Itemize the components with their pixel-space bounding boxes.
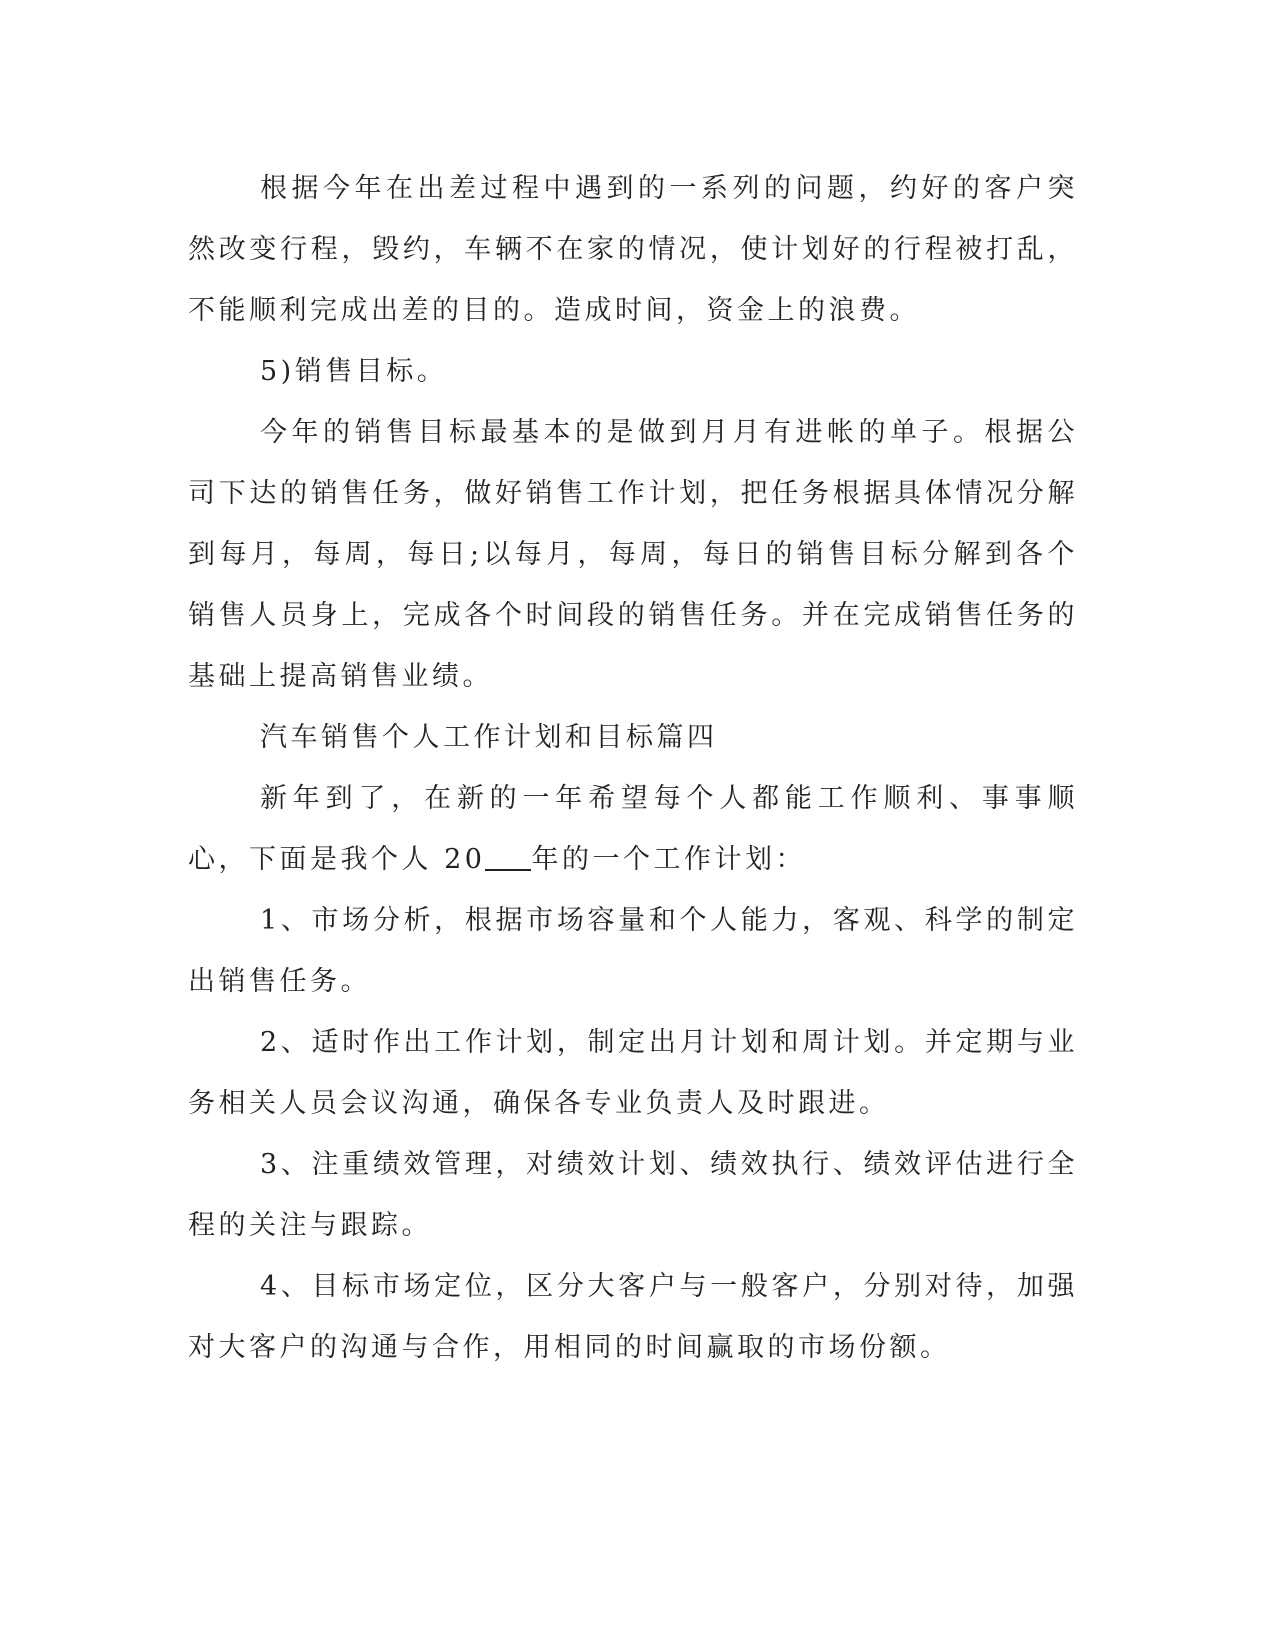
list-item-target-market: 4、目标市场定位，区分大客户与一般客户，分别对待，加强对大客户的沟通与合作，用相同的时间赢取的市场份额。 bbox=[188, 1271, 1078, 1363]
intro-text-start: 新年到了，在新的一年希望每个人都能工作顺利、事事顺心，下面是我个人 20 bbox=[188, 783, 1078, 875]
paragraph-sales-target-heading: 5)销售目标。 bbox=[260, 356, 448, 387]
paragraph-new-year-intro bbox=[188, 768, 1078, 890]
intro-text-end: 年的一个工作计划： bbox=[531, 844, 806, 875]
list-item-market-analysis: 1、市场分析，根据市场容量和个人能力，客观、科学的制定出销售任务。 bbox=[188, 905, 1078, 997]
document-body bbox=[188, 158, 1078, 1378]
list-item-work-plan: 2、适时作出工作计划，制定出月计划和周计划。并定期与业务相关人员会议沟通，确保各专业负责人及时跟进。 bbox=[188, 1027, 1078, 1119]
list-item-performance-management: 3、注重绩效管理，对绩效计划、绩效执行、绩效评估进行全程的关注与跟踪。 bbox=[188, 1149, 1078, 1241]
paragraph-travel-issues: 根据今年在出差过程中遇到的一系列的问题，约好的客户突然改变行程，毁约，车辆不在家的情况，使计划好的行程被打乱，不能顺利完成出差的目的。造成时间，资金上的浪费。 bbox=[188, 173, 1078, 326]
paragraph-sales-target: 今年的销售目标最基本的是做到月月有进帐的单子。根据公司下达的销售任务，做好销售工作计划，把任务根据具体情况分解到每月，每周，每日;以每月，每周，每日的销售目标分解到各个销售人员身上，完成各个时间段的销售任务。并在完成销售任务的基础上提高销售业绩。 bbox=[188, 417, 1078, 692]
section-title-part-four: 汽车销售个人工作计划和目标篇四 bbox=[260, 722, 718, 753]
year-blank-underline bbox=[485, 845, 531, 871]
